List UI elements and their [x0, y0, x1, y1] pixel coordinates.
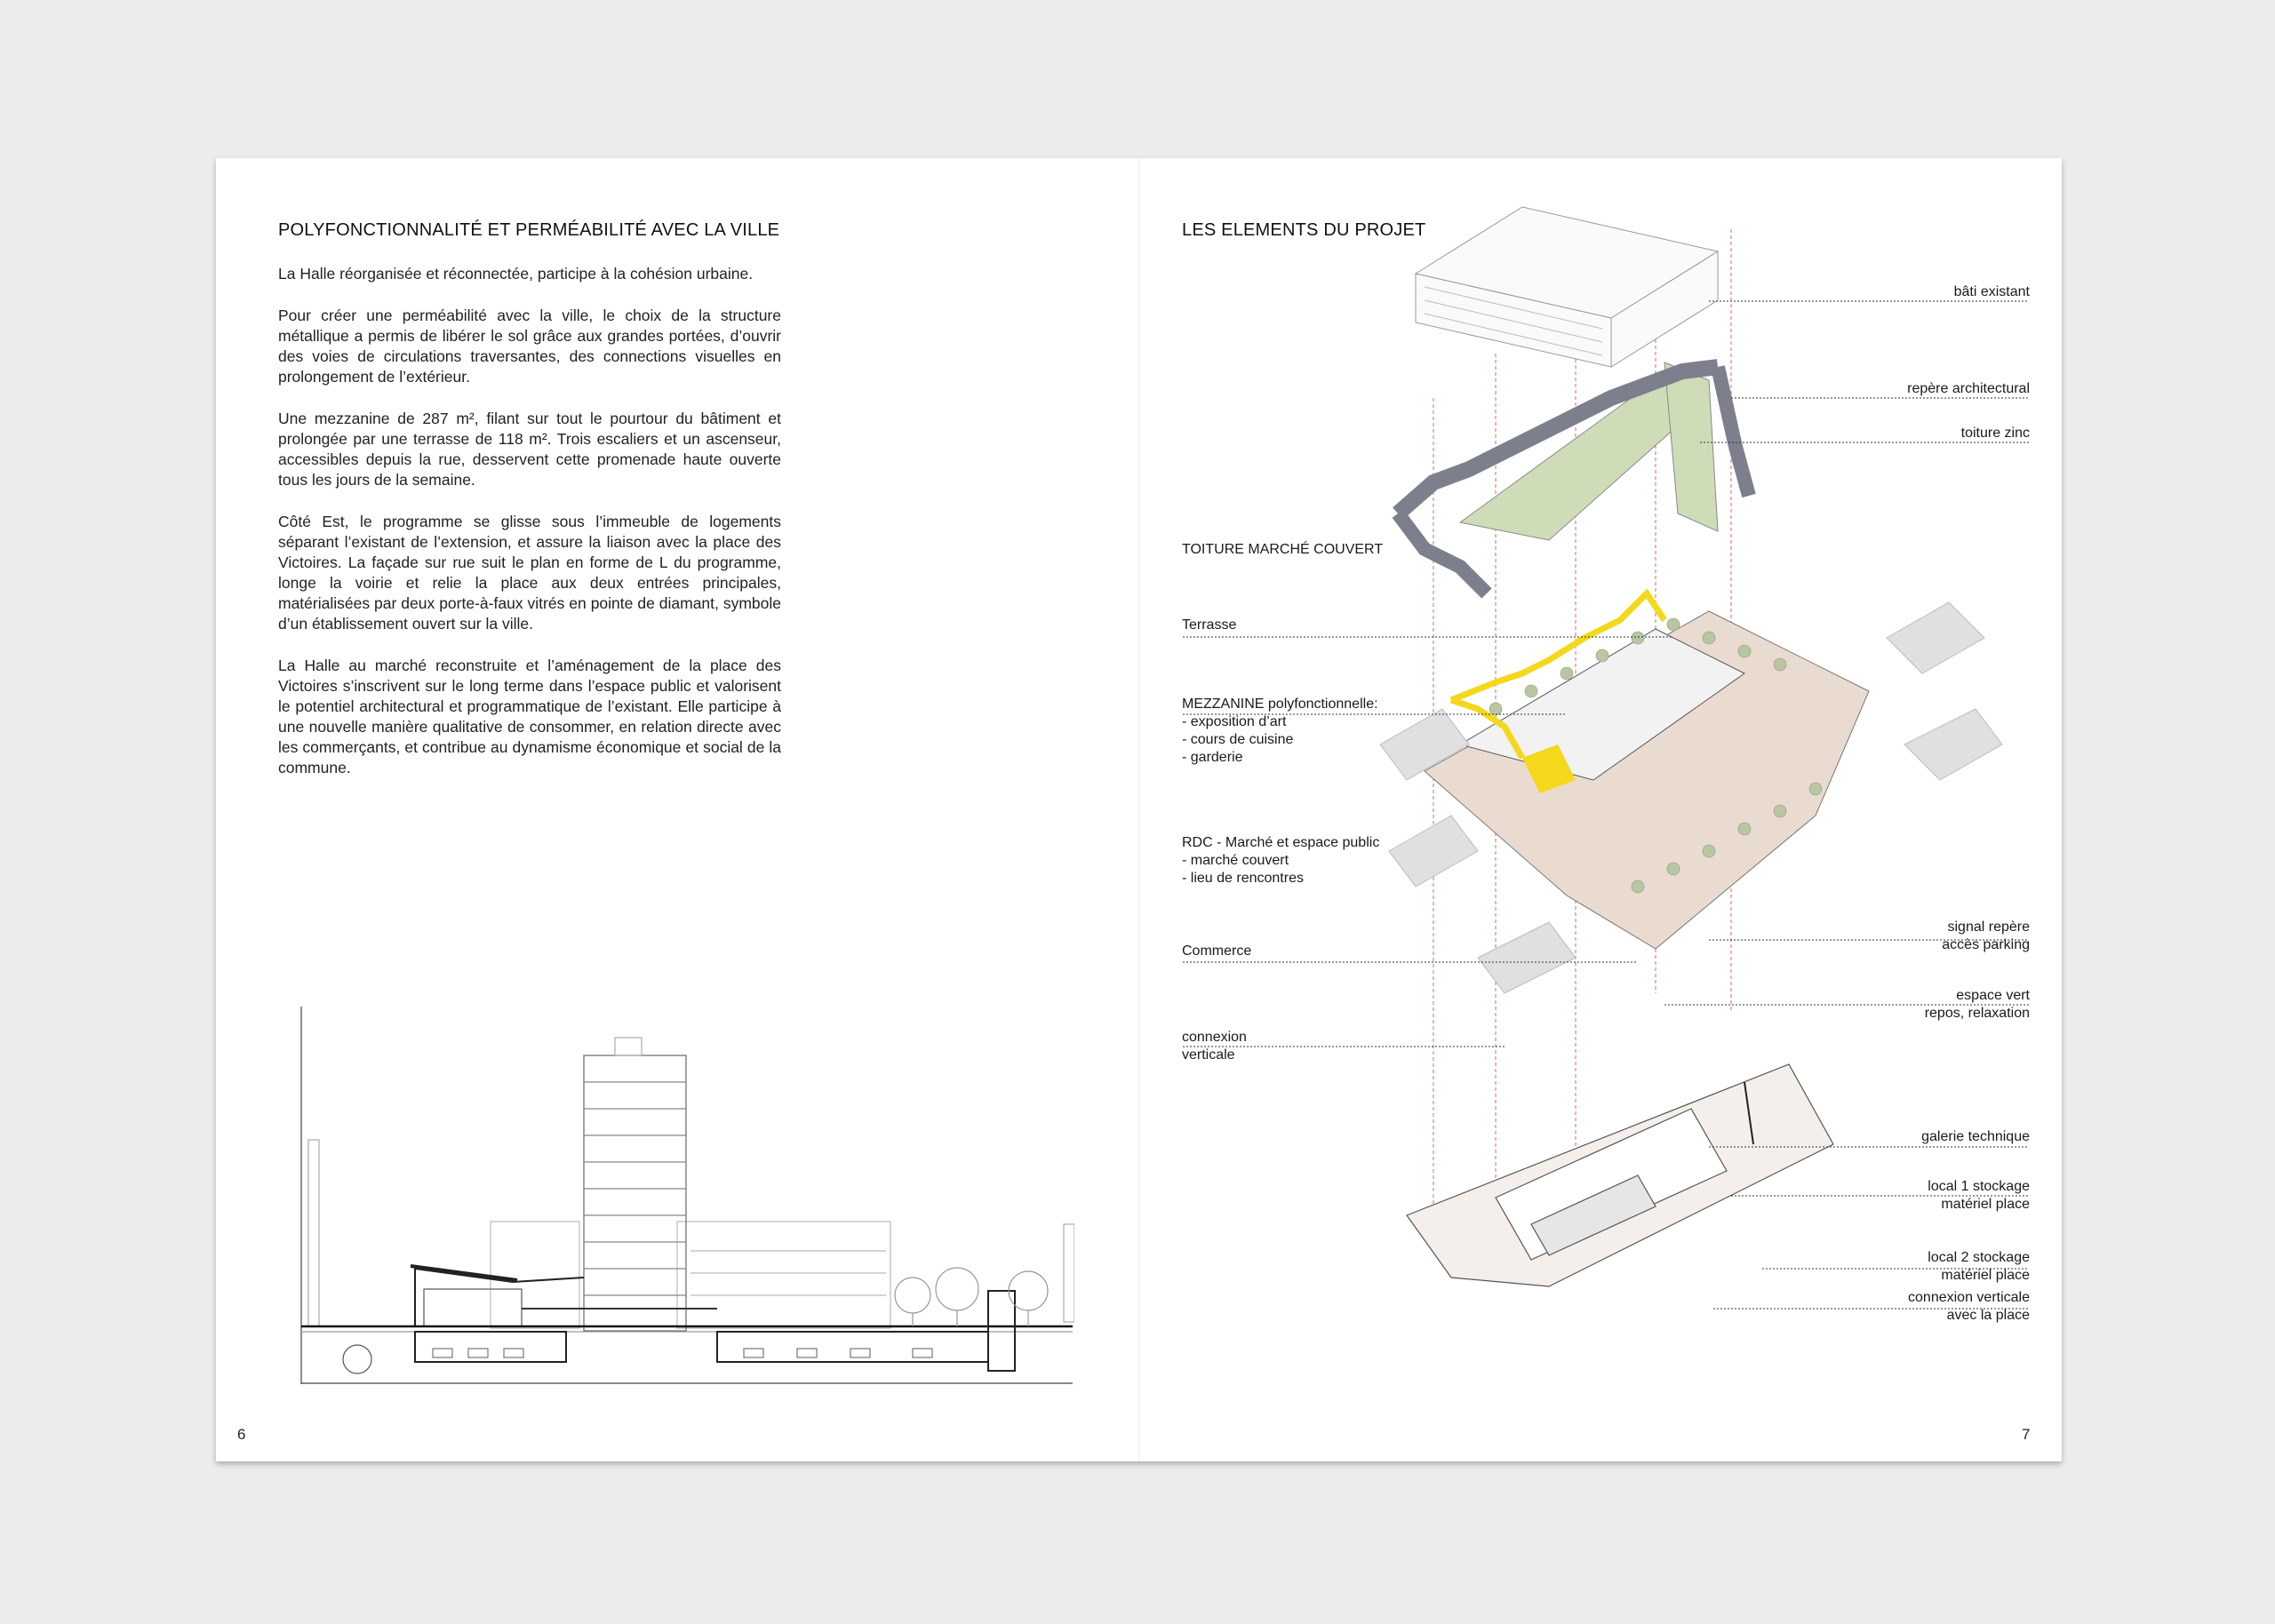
right-page-number: 7 — [2022, 1426, 2031, 1443]
paragraph-4: Côté Est, le programme se glisse sous l’immeuble de logements séparant l’existant de l’extension, et assure la liaison avec la place des Victoires. La façade sur rue suit le plan en forme de L du programme, longe la voirie et relie la place aux deux entrées principales, matérialisées par deux porte-à-faux vitrés en pointe de diamant, symbole d’un établissement ouvert sur la ville. — [278, 513, 781, 633]
paragraph-2: Pour créer une perméabilité avec la ville, le choix de la structure métallique a permis de libérer le sol grâce aux grandes portées, d’ouvrir des voies de circulations traversantes, des connections visuelles en prolongement de l’extérieur. — [278, 306, 781, 386]
label-commerce: Commerce — [1182, 943, 1252, 959]
label-local-2: local 2 stockage matériel place — [1928, 1250, 2030, 1283]
leader-lines — [1140, 158, 2062, 1461]
label-rdc: RDC - Marché et espace public - marché couvert - lieu de rencontres — [1182, 835, 1380, 886]
brochure-spread — [216, 158, 2062, 1461]
label-connexion-place: connexion verticale avec la place — [1908, 1290, 2030, 1323]
left-page-number: 6 — [237, 1426, 246, 1443]
building-section-drawing — [299, 1007, 1074, 1384]
paragraph-3: Une mezzanine de 287 m², filant sur tout le pourtour du bâtiment et prolongée par une terrasse de 118 m². Trois escaliers et un ascenseur, accessibles depuis la rue, desservent cette promenade haute ouverte tous les jours de la semaine. — [278, 410, 781, 489]
label-galerie-technique: galerie technique — [1921, 1129, 2030, 1144]
label-mezzanine: MEZZANINE polyfonctionnelle: - exposition d’art - cours de cuisine - garderie — [1182, 697, 1378, 765]
label-local-1: local 1 stockage matériel place — [1928, 1179, 2030, 1212]
left-page-title: POLYFONCTIONNALITÉ ET PERMÉABILITÉ AVEC LA VILLE — [278, 220, 780, 240]
label-toiture-marche: TOITURE MARCHÉ COUVERT — [1182, 542, 1384, 557]
label-signal-repere: signal repère accès parking — [1942, 919, 2030, 952]
paragraph-5: La Halle au marché reconstruite et l’aménagement de la place des Victoires s’inscrivent sur le long terme dans l’espace public et valorisent le potentiel architectural et programmatique de l’existant. Elle participe à une nouvelle manière qualitative de consommer, en relation directe avec les commerçants, et contribue au dynamisme économique et social de la commune. — [278, 657, 781, 776]
left-page-body — [278, 264, 781, 800]
right-page-title: LES ELEMENTS DU PROJET — [1182, 220, 1426, 240]
label-toiture-zinc: toiture zinc — [1960, 426, 2030, 441]
label-bati-existant: bâti existant — [1953, 284, 2030, 299]
label-repere-architectural: repère architectural — [1907, 381, 2030, 396]
label-terrasse: Terrasse — [1182, 617, 1237, 633]
label-espace-vert: espace vert repos, relaxation — [1924, 988, 2030, 1021]
label-connexion-verticale-left: connexion verticale — [1182, 1030, 1247, 1063]
paragraph-1: La Halle réorganisée et réconnectée, participe à la cohésion urbaine. — [278, 265, 754, 283]
